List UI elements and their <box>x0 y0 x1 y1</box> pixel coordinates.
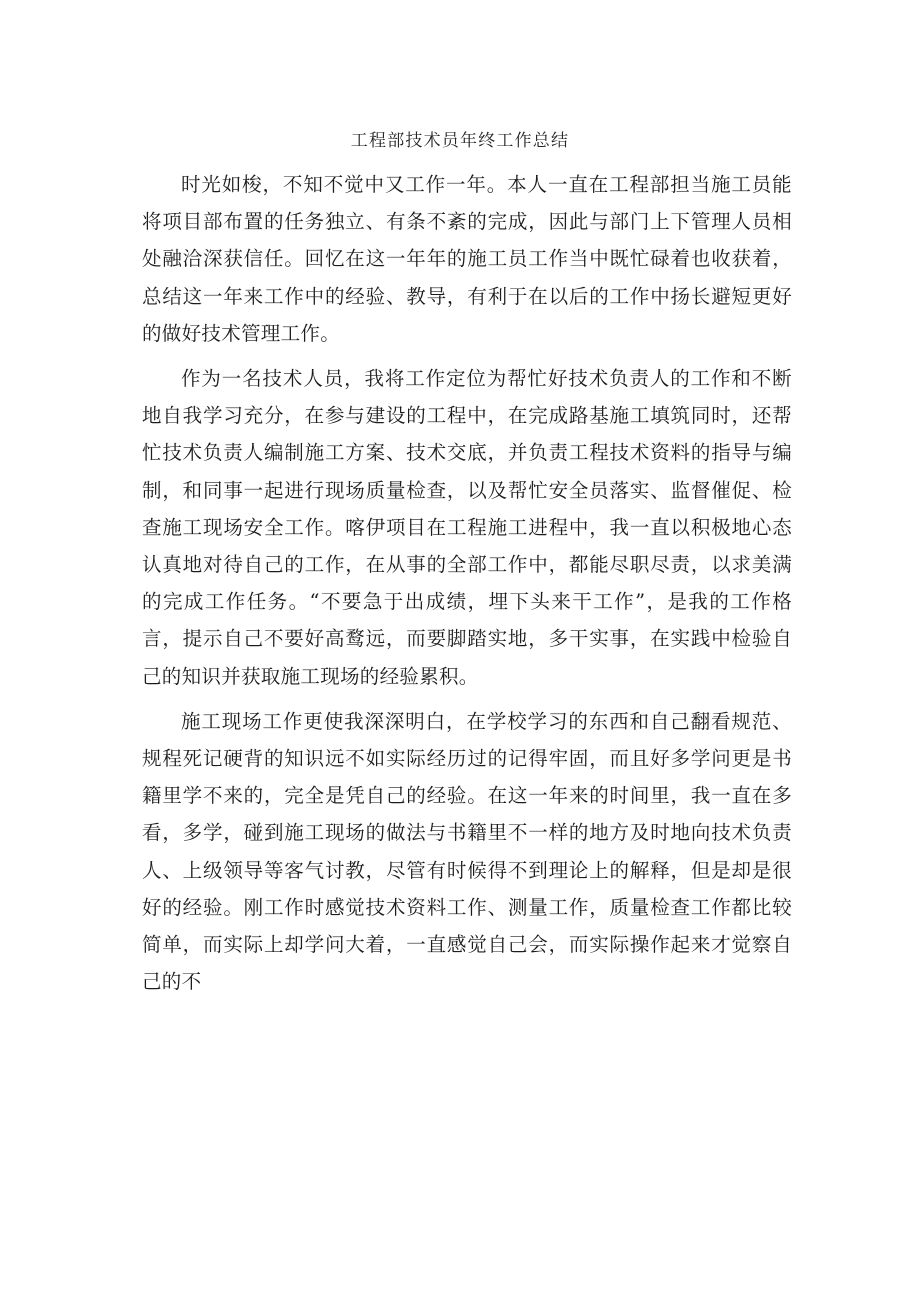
paragraph-3: 施工现场工作更使我深深明白，在学校学习的东西和自己翻看规范、规程死记硬背的知识远不如实际经历过的记得牢固，而且好多学问更是书籍里学不来的，完全是凭自己的经验。在这一年来的时间里，我一直在多看，多学，碰到施工现场的做法与书籍里不一样的地方及时地向技术负责人、上级领导等客气讨教，尽管有时候得不到理论上的解释，但是却是很好的经验。刚工作时感觉技术资料工作、测量工作，质量检查工作都比较简单，而实际上却学问大着，一直感觉自己会，而实际操作起来才觉察自己的不 <box>142 709 792 994</box>
document-body <box>142 166 792 1008</box>
paragraph-2: 作为一名技术人员，我将工作定位为帮忙好技术负责人的工作和不断地自我学习充分，在参与建设的工程中，在完成路基施工填筑同时，还帮忙技术负责人编制施工方案、技术交底，并负责工程技术资料的指导与编制，和同事一起进行现场质量检查，以及帮忙安全员落实、监督催促、检查施工现场安全工作。喀伊项目在工程施工进程中，我一直以积极地心态认真地对待自己的工作，在从事的全部工作中，都能尽职尽责，以求美满的完成工作任务。“不要急于出成绩，埋下头来干工作”，是我的工作格言，提示自己不要好高鹜远，而要脚踏实地，多干实事，在实践中检验自己的知识并获取施工现场的经验累积。 <box>142 367 792 688</box>
document-title: 工程部技术员年终工作总结 <box>350 131 570 151</box>
paragraph-1: 时光如梭，不知不觉中又工作一年。本人一直在工程部担当施工员能将项目部布置的任务独立、有条不紊的完成，因此与部门上下管理人员相处融洽深获信任。回忆在这一年年的施工员工作当中既忙碌着也收获着，总结这一年来工作中的经验、教导，有利于在以后的工作中扬长避短更好的做好技术管理工作。 <box>142 173 792 345</box>
